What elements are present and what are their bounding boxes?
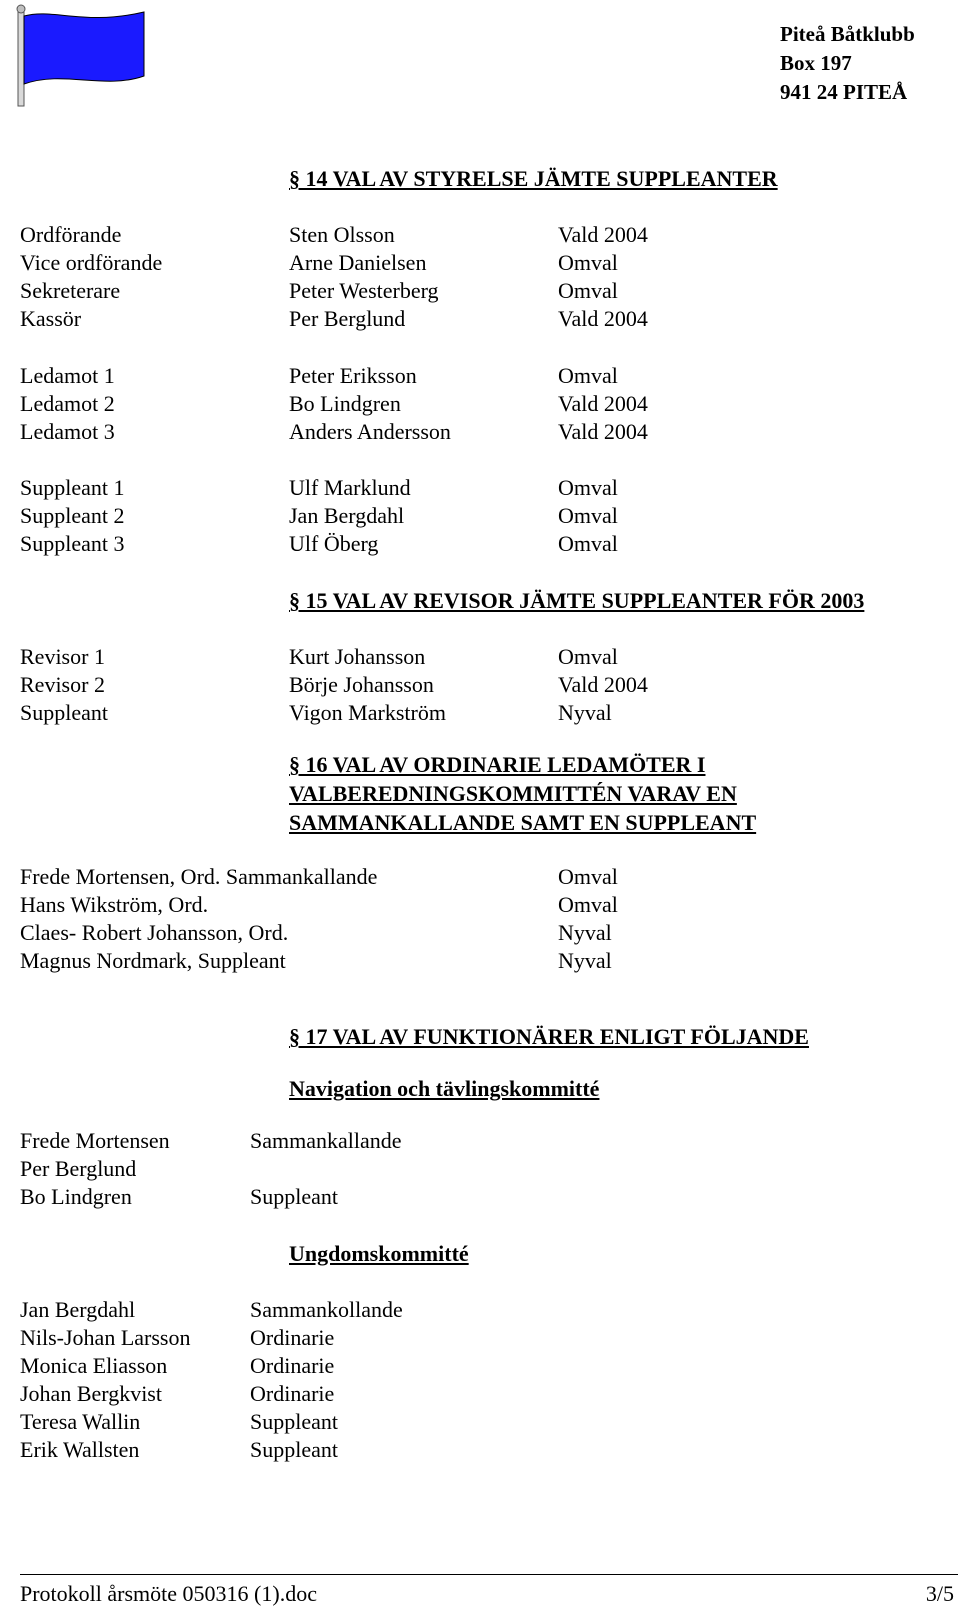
name-cell: Peter Eriksson xyxy=(289,363,417,388)
table-row xyxy=(0,946,960,975)
role-cell: Sammankallande xyxy=(250,1128,402,1153)
status-cell: Vald 2004 xyxy=(558,391,648,416)
section-15-heading: § 15 VAL AV REVISOR JÄMTE SUPPLEANTER FÖR 2003 xyxy=(289,588,865,613)
role-cell: Suppleant xyxy=(20,700,108,725)
role-cell: Sekreterare xyxy=(20,278,121,303)
name-cell: Börje Johansson xyxy=(289,672,434,697)
name-cell: Bo Lindgren xyxy=(20,1184,132,1209)
table-row xyxy=(0,529,960,558)
footer-page-number: 3/5 xyxy=(925,1581,954,1606)
role-cell: Revisor 1 xyxy=(20,644,105,669)
club-box: Box 197 xyxy=(780,51,852,75)
role-cell: Ledamot 2 xyxy=(20,391,115,416)
club-city: 941 24 PITEÅ xyxy=(780,80,908,104)
status-cell: Omval xyxy=(558,892,618,917)
table-row xyxy=(0,304,960,333)
name-cell: Anders Andersson xyxy=(289,419,451,444)
table-row xyxy=(0,389,960,418)
role-cell: Suppleant 2 xyxy=(20,503,125,528)
name-cell: Ulf Marklund xyxy=(289,475,411,500)
footer-divider xyxy=(20,1574,958,1575)
status-cell: Vald 2004 xyxy=(558,419,648,444)
table-row xyxy=(0,1379,960,1408)
name-cell: Johan Bergkvist xyxy=(20,1381,162,1406)
status-cell: Omval xyxy=(558,503,618,528)
name-cell: Bo Lindgren xyxy=(289,391,401,416)
navigation-committee-title: Navigation och tävlingskommitté xyxy=(289,1076,600,1101)
table-row xyxy=(0,1295,960,1324)
name-cell: Peter Westerberg xyxy=(289,278,439,303)
table-row xyxy=(0,361,960,390)
table-row xyxy=(0,862,960,891)
section-17-heading: § 17 VAL AV FUNKTIONÄRER ENLIGT FÖLJANDE xyxy=(289,1024,809,1049)
table-row xyxy=(0,1435,960,1464)
table-row xyxy=(0,1154,960,1183)
role-cell: Suppleant xyxy=(250,1409,338,1434)
status-cell: Vald 2004 xyxy=(558,306,648,331)
role-cell: Ordinarie xyxy=(250,1325,335,1350)
name-cell: Jan Bergdahl xyxy=(289,503,405,528)
table-row xyxy=(0,276,960,305)
name-cell: Jan Bergdahl xyxy=(20,1297,136,1322)
table-row xyxy=(0,501,960,530)
name-cell: Vigon Markström xyxy=(289,700,446,725)
role-cell: Revisor 2 xyxy=(20,672,105,697)
name-cell: Arne Danielsen xyxy=(289,250,427,275)
name-cell: Per Berglund xyxy=(20,1156,137,1181)
section-16-heading-line: SAMMANKALLANDE SAMT EN SUPPLEANT xyxy=(289,810,757,835)
role-cell: Ordinarie xyxy=(250,1381,335,1406)
table-row xyxy=(0,918,960,947)
name-cell: Sten Olsson xyxy=(289,222,395,247)
status-cell: Omval xyxy=(558,864,618,889)
section-16-heading xyxy=(289,750,756,837)
table-row xyxy=(0,670,960,699)
name-cell: Per Berglund xyxy=(289,306,406,331)
status-cell: Omval xyxy=(558,250,618,275)
role-cell: Ledamot 1 xyxy=(20,363,115,388)
status-cell: Vald 2004 xyxy=(558,672,648,697)
status-cell: Nyval xyxy=(558,948,612,973)
youth-committee-title: Ungdomskommitté xyxy=(289,1241,469,1266)
name-cell: Kurt Johansson xyxy=(289,644,426,669)
section-14-heading: § 14 VAL AV STYRELSE JÄMTE SUPPLEANTER xyxy=(289,166,778,191)
name-cell: Claes- Robert Johansson, Ord. xyxy=(20,920,289,945)
role-cell: Suppleant xyxy=(250,1437,338,1462)
table-row xyxy=(0,1407,960,1436)
status-cell: Omval xyxy=(558,363,618,388)
name-cell: Magnus Nordmark, Suppleant xyxy=(20,948,286,973)
status-cell: Omval xyxy=(558,644,618,669)
role-cell: Vice ordförande xyxy=(20,250,163,275)
section-16-heading-line: § 16 VAL AV ORDINARIE LEDAMÖTER I xyxy=(289,752,706,777)
name-cell: Ulf Öberg xyxy=(289,531,379,556)
section-16-heading-line: VALBEREDNINGSKOMMITTÉN VARAV EN xyxy=(289,781,737,806)
role-cell: Ordförande xyxy=(20,222,122,247)
table-row xyxy=(0,890,960,919)
status-cell: Vald 2004 xyxy=(558,222,648,247)
status-cell: Omval xyxy=(558,475,618,500)
table-row xyxy=(0,1351,960,1380)
status-cell: Omval xyxy=(558,278,618,303)
name-cell: Erik Wallsten xyxy=(20,1437,140,1462)
table-row xyxy=(0,642,960,671)
club-address xyxy=(780,20,915,107)
status-cell: Nyval xyxy=(558,920,612,945)
table-row xyxy=(0,1182,960,1211)
name-cell: Nils-Johan Larsson xyxy=(20,1325,191,1350)
table-row xyxy=(0,698,960,727)
club-name: Piteå Båtklubb xyxy=(780,22,915,46)
role-cell: Suppleant xyxy=(250,1184,338,1209)
name-cell: Monica Eliasson xyxy=(20,1353,168,1378)
table-row xyxy=(0,1323,960,1352)
name-cell: Frede Mortensen xyxy=(20,1128,170,1153)
status-cell: Nyval xyxy=(558,700,612,725)
status-cell: Omval xyxy=(558,531,618,556)
role-cell: Kassör xyxy=(20,306,82,331)
table-row xyxy=(0,220,960,249)
table-row xyxy=(0,473,960,502)
role-cell: Suppleant 3 xyxy=(20,531,125,556)
club-flag-logo xyxy=(14,4,148,108)
table-row xyxy=(0,417,960,446)
role-cell: Ordinarie xyxy=(250,1353,335,1378)
footer-filename: Protokoll årsmöte 050316 (1).doc xyxy=(20,1581,317,1606)
role-cell: Ledamot 3 xyxy=(20,419,115,444)
name-cell: Teresa Wallin xyxy=(20,1409,141,1434)
name-cell: Hans Wikström, Ord. xyxy=(20,892,209,917)
role-cell: Sammankollande xyxy=(250,1297,403,1322)
name-cell: Frede Mortensen, Ord. Sammankallande xyxy=(20,864,378,889)
role-cell: Suppleant 1 xyxy=(20,475,125,500)
table-row xyxy=(0,1126,960,1155)
table-row xyxy=(0,248,960,277)
